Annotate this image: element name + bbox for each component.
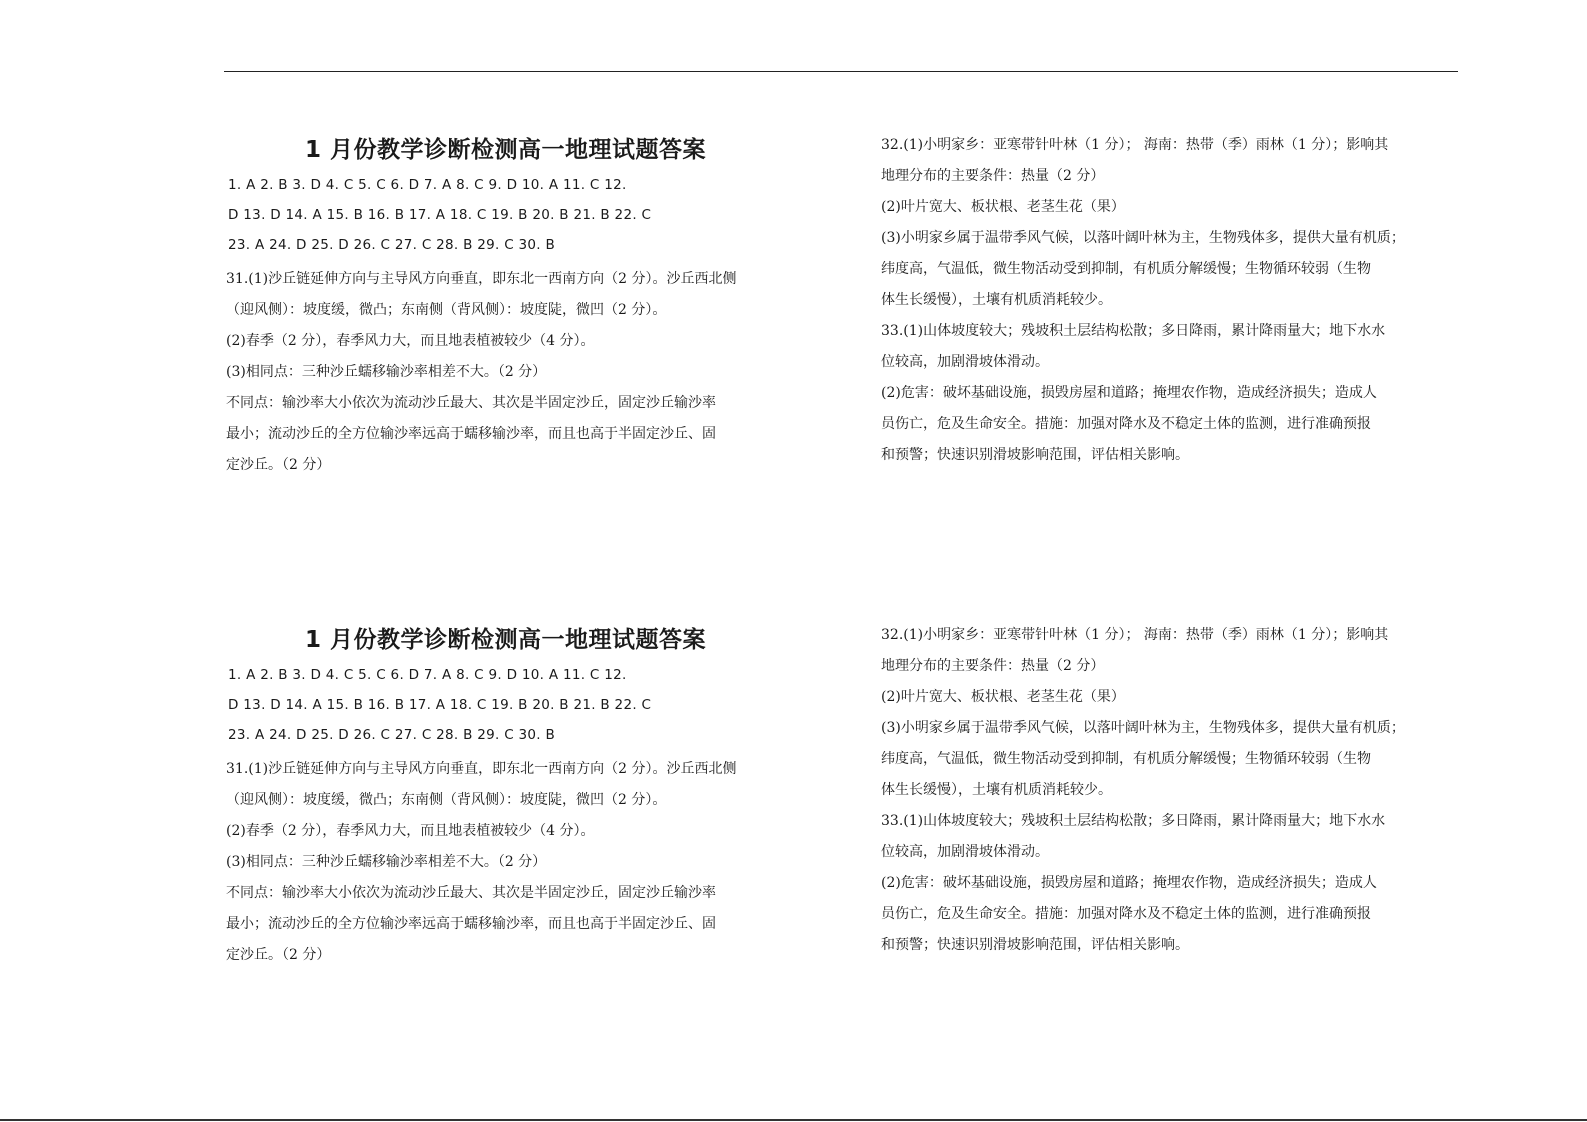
question-31-answer: [226, 264, 796, 481]
answer-line: (3)小明家乡属于温带季风气候，以落叶阔叶林为主，生物残体多，提供大量有机质；: [881, 230, 1405, 246]
page-title: 1 月份教学诊断检测高一地理试题答案: [305, 627, 707, 653]
page-title: 1 月份教学诊断检测高一地理试题答案: [305, 137, 707, 163]
answer-line: 33.(1)山体坡度较大；残坡积土层结构松散；多日降雨，累计降雨量大；地下水水: [881, 323, 1386, 339]
answer-line: 最小；流动沙丘的全方位输沙率远高于蠕移输沙率，而且也高于半固定沙丘、固: [226, 426, 716, 442]
answer-line: 地理分布的主要条件：热量（2 分）: [881, 658, 1105, 674]
answer-line: 和预警；快速识别滑坡影响范围，评估相关影响。: [881, 447, 1189, 463]
answer-line: 定沙丘。（2 分）: [226, 947, 331, 963]
mc-line: 23. A 24. D 25. D 26. C 27. C 28. B 29. C 30. B: [228, 237, 556, 253]
answer-line: (2)危害：破坏基础设施，损毁房屋和道路；掩埋农作物，造成经济损失；造成人: [881, 385, 1377, 401]
answer-line: 员伤亡，危及生命安全。措施：加强对降水及不稳定土体的监测，进行准确预报: [881, 416, 1371, 432]
multiple-choice-answers: [228, 175, 798, 265]
answer-line: 纬度高，气温低，微生物活动受到抑制，有机质分解缓慢；生物循环较弱（生物: [881, 261, 1371, 277]
answer-line: (3)相同点：三种沙丘蠕移输沙率相差不大。（2 分）: [226, 854, 547, 870]
answer-line: 体生长缓慢），土壤有机质消耗较少。: [881, 782, 1112, 798]
answer-line: (3)小明家乡属于温带季风气候，以落叶阔叶林为主，生物残体多，提供大量有机质；: [881, 720, 1405, 736]
mc-line: D 13. D 14. A 15. B 16. B 17. A 18. C 19. B 20. B 21. B 22. C: [228, 697, 652, 713]
question-31-answer: [226, 754, 796, 971]
answer-line: 定沙丘。（2 分）: [226, 457, 331, 473]
answer-line: 不同点：输沙率大小依次为流动沙丘最大、其次是半固定沙丘，固定沙丘输沙率: [226, 885, 716, 901]
answer-line: 体生长缓慢），土壤有机质消耗较少。: [881, 292, 1112, 308]
answer-sheet-copy-2: [0, 490, 1587, 990]
answer-line: 位较高，加剧滑坡体滑动。: [881, 354, 1049, 370]
answer-line: 位较高，加剧滑坡体滑动。: [881, 844, 1049, 860]
question-32-33-answers: [881, 620, 1451, 961]
answer-line: 32.(1)小明家乡：亚寒带针叶林（1 分）； 海南：热带（季）雨林（1 分）；影响其: [881, 137, 1389, 153]
answer-line: 31.(1)沙丘链延伸方向与主导风方向垂直，即东北一西南方向（2 分）。沙丘西北侧: [226, 761, 737, 777]
answer-line: (2)危害：破坏基础设施，损毁房屋和道路；掩埋农作物，造成经济损失；造成人: [881, 875, 1377, 891]
answer-line: (2)春季（2 分），春季风力大，而且地表植被较少（4 分）。: [226, 823, 595, 839]
answer-line: (3)相同点：三种沙丘蠕移输沙率相差不大。（2 分）: [226, 364, 547, 380]
answer-line: 32.(1)小明家乡：亚寒带针叶林（1 分）； 海南：热带（季）雨林（1 分）；影响其: [881, 627, 1389, 643]
question-32-33-answers: [881, 130, 1451, 471]
answer-line: 员伤亡，危及生命安全。措施：加强对降水及不稳定土体的监测，进行准确预报: [881, 906, 1371, 922]
answer-line: (2)叶片宽大、板状根、老茎生花（果）: [881, 689, 1125, 705]
mc-line: 1. A 2. B 3. D 4. C 5. C 6. D 7. A 8. C 9. D 10. A 11. C 12.: [228, 667, 627, 683]
answer-line: 纬度高，气温低，微生物活动受到抑制，有机质分解缓慢；生物循环较弱（生物: [881, 751, 1371, 767]
answer-line: 最小；流动沙丘的全方位输沙率远高于蠕移输沙率，而且也高于半固定沙丘、固: [226, 916, 716, 932]
multiple-choice-answers: [228, 665, 798, 755]
answer-sheet-copy-1: [0, 0, 1587, 500]
answer-line: 33.(1)山体坡度较大；残坡积土层结构松散；多日降雨，累计降雨量大；地下水水: [881, 813, 1386, 829]
mc-line: D 13. D 14. A 15. B 16. B 17. A 18. C 19. B 20. B 21. B 22. C: [228, 207, 652, 223]
answer-line: 31.(1)沙丘链延伸方向与主导风方向垂直，即东北一西南方向（2 分）。沙丘西北侧: [226, 271, 737, 287]
bottom-edge-rule: [0, 1119, 1587, 1121]
answer-line: 不同点：输沙率大小依次为流动沙丘最大、其次是半固定沙丘，固定沙丘输沙率: [226, 395, 716, 411]
answer-line: (2)春季（2 分），春季风力大，而且地表植被较少（4 分）。: [226, 333, 595, 349]
answer-line: （迎风侧）：坡度缓，微凸；东南侧（背风侧）：坡度陡，微凹（2 分）。: [226, 302, 667, 318]
answer-line: 和预警；快速识别滑坡影响范围，评估相关影响。: [881, 937, 1189, 953]
answer-line: (2)叶片宽大、板状根、老茎生花（果）: [881, 199, 1125, 215]
answer-line: （迎风侧）：坡度缓，微凸；东南侧（背风侧）：坡度陡，微凹（2 分）。: [226, 792, 667, 808]
mc-line: 1. A 2. B 3. D 4. C 5. C 6. D 7. A 8. C 9. D 10. A 11. C 12.: [228, 177, 627, 193]
mc-line: 23. A 24. D 25. D 26. C 27. C 28. B 29. C 30. B: [228, 727, 556, 743]
answer-line: 地理分布的主要条件：热量（2 分）: [881, 168, 1105, 184]
